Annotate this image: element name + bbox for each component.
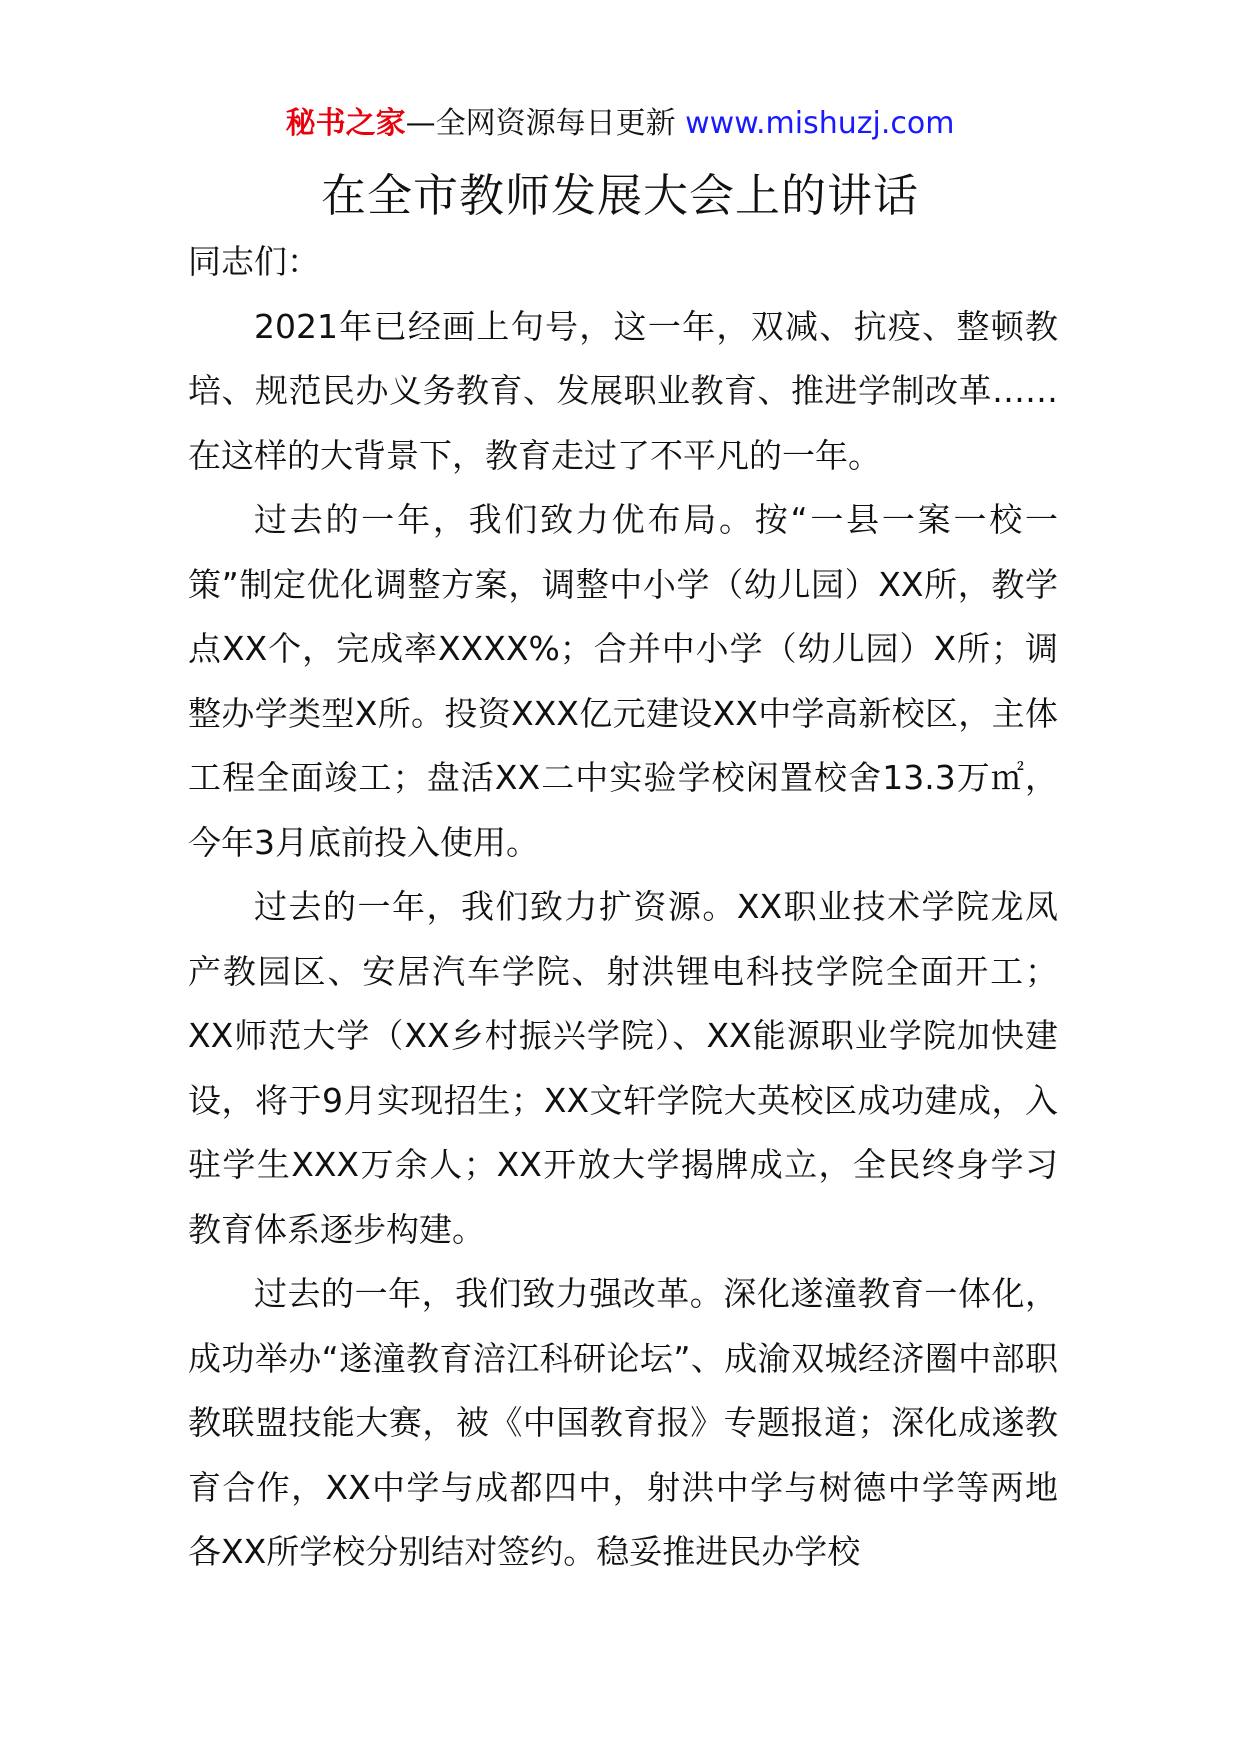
document-body (188, 230, 1058, 1585)
paragraph: 过去的一年，我们致力强改革。深化遂潼教育一体化，成功举办“遂潼教育涪江科研论坛”、成渝双城经济圈中部职教联盟技能大赛，被《中国教育报》专题报道；深化成遂教育合作，XX中学与成都四中，射洪中学与树德中学等两地各XX所学校分别结对签约。稳妥推进民办学校 (188, 1274, 1058, 1571)
site-url-link[interactable]: www.mishuzj.com (685, 106, 955, 141)
paragraph: 过去的一年，我们致力扩资源。XX职业技术学院龙凤产教园区、安居汽车学院、射洪锂电科技学院全面开工；XX师范大学（XX乡村振兴学院）、XX能源职业学院加快建设，将于9月实现招生；XX文轩学院大英校区成功建成，入驻学生XXX万余人；XX开放大学揭牌成立，全民终身学习教育体系逐步构建。 (188, 887, 1058, 1249)
paragraph: 2021年已经画上句号，这一年，双减、抗疫、整顿教培、规范民办义务教育、发展职业教育、推进学制改革……在这样的大背景下，教育走过了不平凡的一年。 (188, 306, 1058, 475)
header-tagline: —全网资源每日更新 (405, 106, 676, 141)
brand-name: 秘书之家 (285, 106, 406, 141)
paragraph: 过去的一年，我们致力优布局。按“一县一案一校一策”制定优化调整方案，调整中小学（幼儿园）XX所，教学点XX个，完成率XXXX%；合并中小学（幼儿园）X所；调整办学类型X所。投资XXX亿元建设XX中学高新校区，主体工程全面竣工；盘活XX二中实验学校闲置校舍13.3万㎡，今年3月底前投入使用。 (188, 500, 1058, 862)
salutation: 同志们： (188, 242, 320, 281)
document-title: 在全市教师发展大会上的讲话 (320, 169, 919, 222)
site-header (0, 104, 1240, 144)
